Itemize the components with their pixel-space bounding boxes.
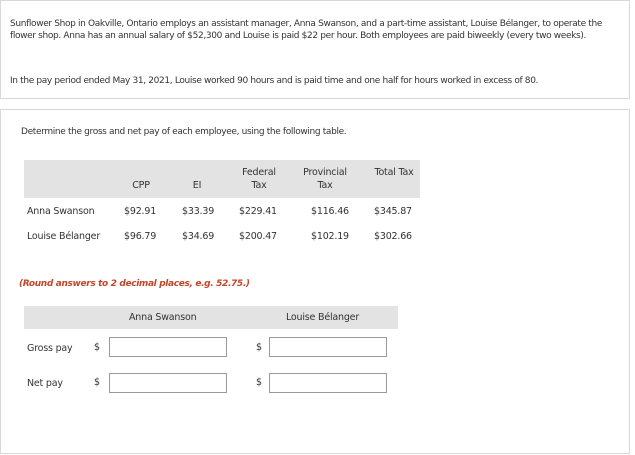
louise-cpp: $96.79 [124,231,157,242]
anna-provincial-tax: $116.46 [311,206,349,217]
answer-col-anna: Anna Swanson [129,312,197,323]
col-header-total-tax: Total Tax [374,167,414,178]
gross-pay-louise-currency: $ [256,342,263,353]
answer-col-louise: Louise Bélanger [286,312,360,323]
rounding-note: (Round answers to 2 decimal places, e.g. 52.75.) [19,279,250,289]
row-name-louise: Louise Bélanger [27,231,101,242]
col-header-cpp: CPP [132,180,150,191]
net-pay-louise-currency: $ [256,377,263,388]
net-pay-louise-input[interactable] [269,373,387,393]
row-name-anna: Anna Swanson [27,206,95,217]
anna-cpp: $92.91 [124,206,157,217]
net-pay-anna-input[interactable] [109,373,227,393]
gross-pay-anna-currency: $ [94,342,101,353]
anna-ei: $33.39 [182,206,215,217]
col-header-federal-tax: Federal Tax [242,167,276,191]
net-pay-anna-currency: $ [94,377,101,388]
gross-pay-anna-input[interactable] [109,337,227,357]
problem-paragraph-1: Sunflower Shop in Oakville, Ontario employs an assistant manager, Anna Swanson, and a part-time assistant, Louise Bélanger, to operate the flower shop. Anna has an annual salary of $52,300 and Louise is paid $22 per hour. Both employees are paid biweekly (every two weeks). [10,19,603,42]
anna-total-tax: $345.87 [374,206,412,217]
gross-pay-louise-input[interactable] [269,337,387,357]
gross-pay-label: Gross pay [27,343,73,354]
louise-total-tax: $302.66 [374,231,412,242]
col-header-ei: EI [192,180,202,191]
deductions-table-header [24,160,420,198]
louise-provincial-tax: $102.19 [311,231,349,242]
problem-paragraph-2: In the pay period ended May 31, 2021, Louise worked 90 hours and is paid time and one half for hours worked in excess of 80. [10,76,539,86]
net-pay-label: Net pay [27,378,63,389]
instruction-text: Determine the gross and net pay of each employee, using the following table. [21,127,347,137]
anna-federal-tax: $229.41 [239,206,277,217]
louise-federal-tax: $200.47 [239,231,277,242]
col-header-provincial-tax: Provincial Tax [303,167,347,191]
louise-ei: $34.69 [182,231,215,242]
